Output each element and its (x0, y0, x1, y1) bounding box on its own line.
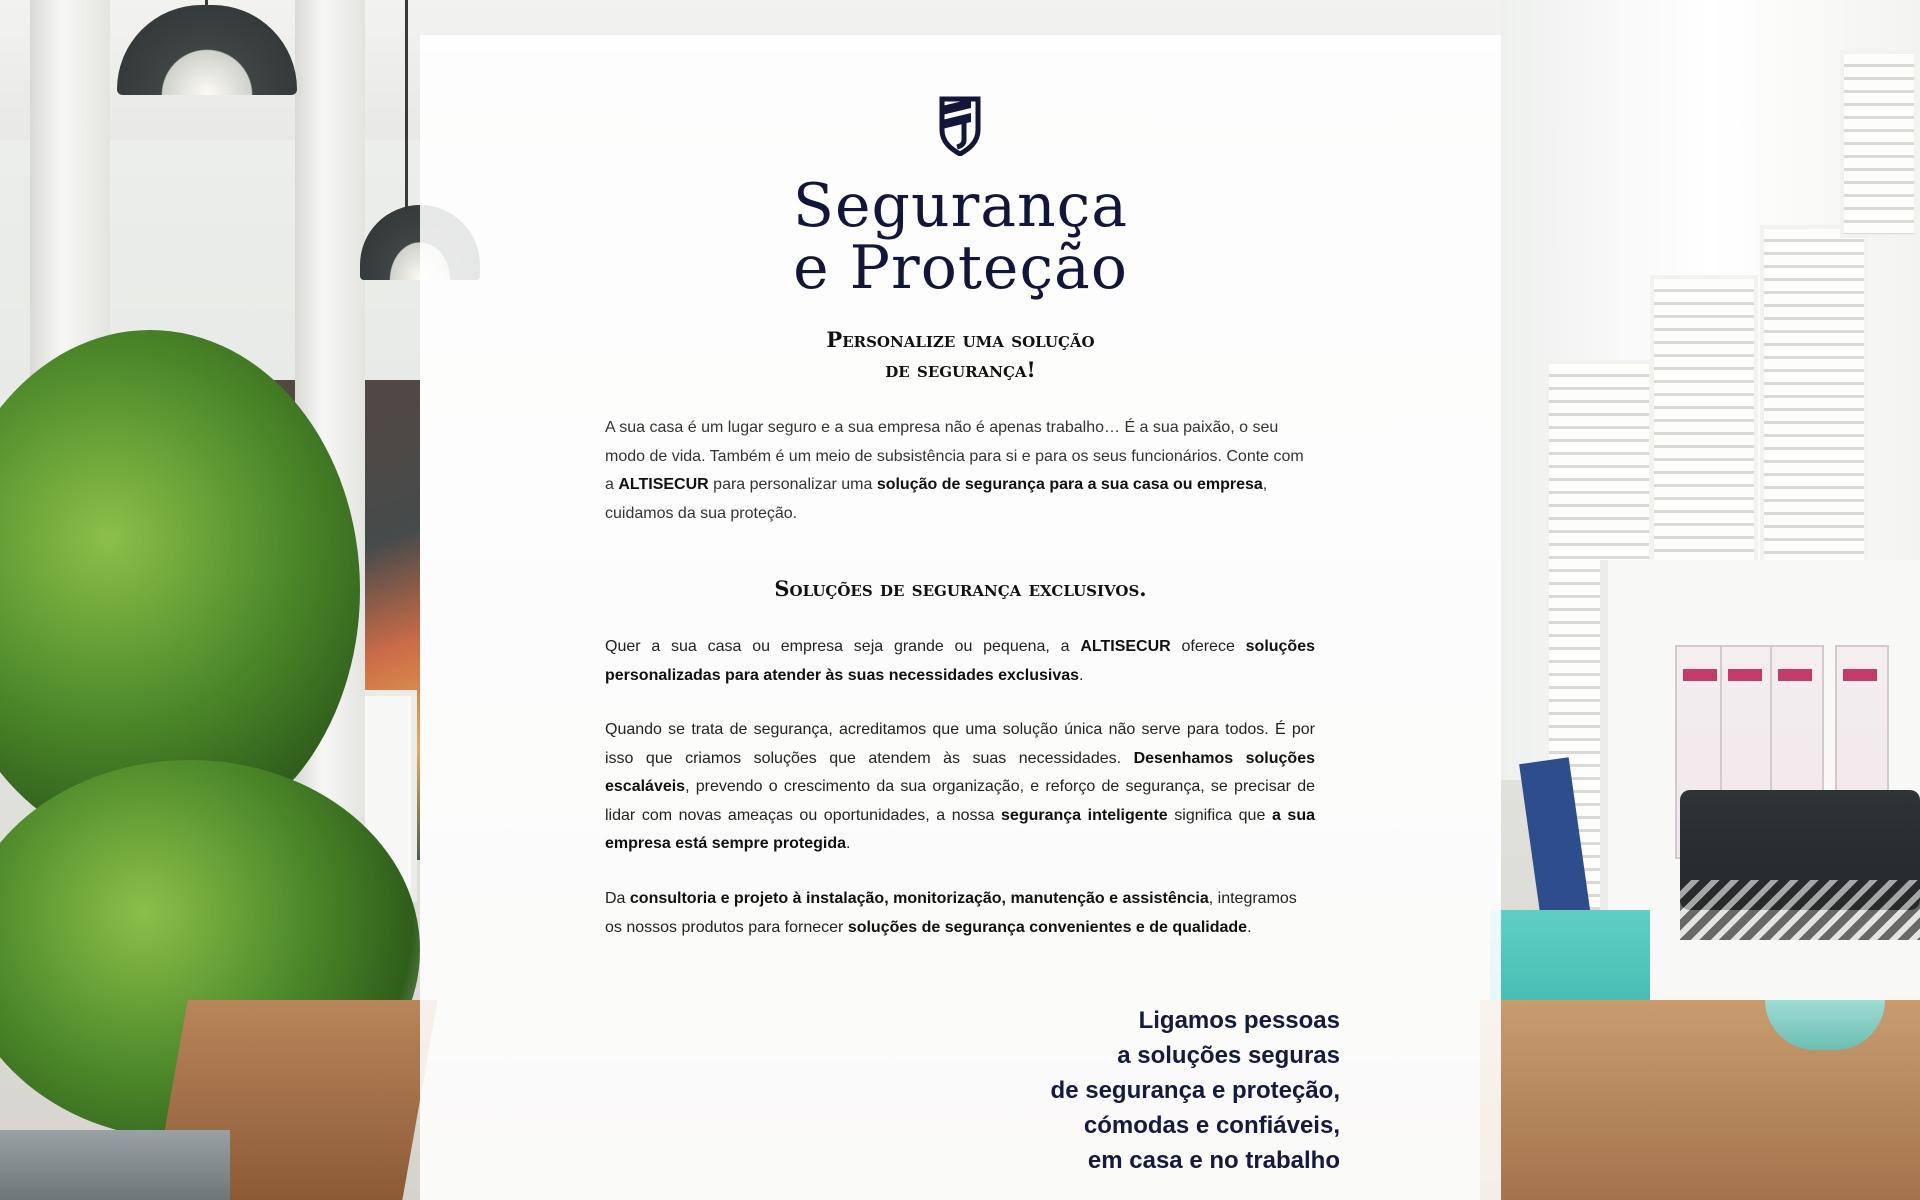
subtitle-line: de segurança! (885, 357, 1036, 382)
background-cushion (1680, 880, 1920, 940)
window-shutter (1840, 50, 1918, 238)
section-paragraph (605, 633, 1315, 690)
brand-name: ALTISECUR (1080, 638, 1171, 655)
text: oferece (1170, 638, 1246, 655)
lamp-cord (405, 0, 408, 210)
page-title (420, 171, 1501, 303)
emphasis: a sua empresa está sempre protegida (605, 806, 1315, 852)
text: , integramos os nossos produtos para fornecer (605, 890, 1297, 936)
content-panel (420, 35, 1501, 1200)
title-line: Segurança (792, 171, 1129, 241)
text: A sua casa é um lugar seguro e a sua empresa não é apenas trabalho… É a sua paixão, o seu modo de vida. Também é um meio de subsistência para si e para os seus funcionários. Conte com a (605, 419, 1304, 493)
text: Quer a sua casa ou empresa seja grande ou pequena, a (605, 638, 1081, 655)
text: . (846, 835, 851, 852)
text: . (1247, 918, 1252, 936)
section-paragraph (605, 716, 1315, 859)
title-line: e Proteção (793, 233, 1128, 303)
text: Quando se trata de segurança, acreditamos que uma solução única não serve para todos. É por isso que criamos soluções que atendem às suas necessidades. (605, 721, 1315, 767)
emphasis: soluções personalizadas para atender às suas necessidades exclusivas (605, 638, 1315, 684)
tagline-line: de segurança e proteção, (1050, 1077, 1340, 1104)
section-heading: Soluções de segurança exclusivos. (774, 576, 1147, 601)
text: . (1079, 666, 1084, 684)
emphasis: solução de segurança para a sua casa ou empresa (876, 476, 1263, 493)
tagline-line: a soluções seguras (1117, 1042, 1340, 1069)
emphasis: segurança inteligente (1001, 806, 1168, 824)
shield-logo-icon (939, 96, 981, 156)
plant-pot (0, 1130, 230, 1200)
tagline-line: em casa e no trabalho (1087, 1147, 1340, 1174)
text: para personalizar uma (708, 476, 877, 493)
emphasis: Desenhamos soluções escaláveis (605, 749, 1315, 795)
emphasis: soluções de segurança convenientes e de qualidade (847, 918, 1248, 936)
text: , cuidamos da sua proteção. (605, 476, 1268, 522)
emphasis: consultoria e projeto à instalação, monitorização, manutenção e assistência (629, 890, 1209, 907)
intro-paragraph (605, 414, 1315, 528)
text: , prevendo o crescimento da sua organização, e reforço de segurança, se precisar de lidar com novas ameaças ou oportunidades, a nossa (605, 778, 1315, 824)
tagline-line: cómodas e confiáveis, (1083, 1112, 1340, 1139)
text: Da (605, 890, 630, 907)
tagline (960, 1003, 1340, 1178)
subtitle-line: Personalize uma solução (826, 327, 1095, 352)
text: significa que (1167, 806, 1272, 824)
brand-name: ALTISECUR (618, 476, 709, 493)
section-paragraph (605, 885, 1315, 942)
page-subtitle (420, 325, 1501, 385)
tagline-line: Ligamos pessoas (1138, 1007, 1340, 1034)
